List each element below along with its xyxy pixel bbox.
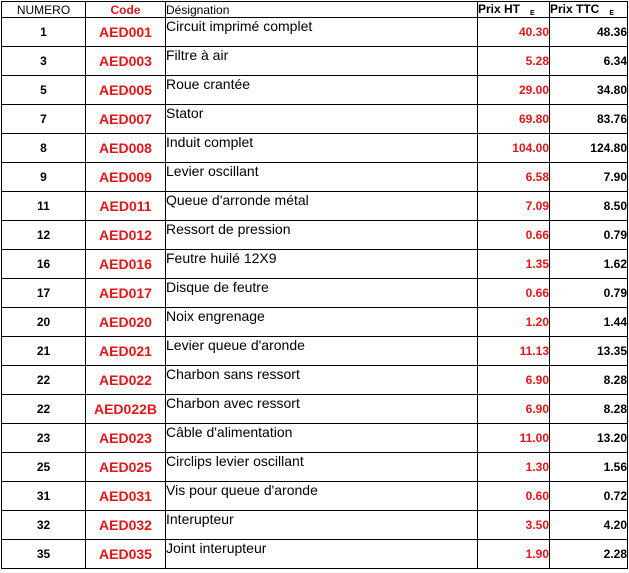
cell-numero: 8 (2, 134, 86, 163)
cell-designation: Charbon sans ressort (166, 366, 478, 395)
table-row (2, 540, 628, 569)
cell-code: AED008 (86, 134, 166, 163)
table-row (2, 134, 628, 163)
cell-code: AED021 (86, 337, 166, 366)
table-row (2, 47, 628, 76)
cell-numero: 9 (2, 163, 86, 192)
cell-code: AED016 (86, 250, 166, 279)
cell-prix-ht: 1.90 (478, 540, 550, 569)
cell-prix-ttc: 1.56 (550, 453, 628, 482)
table-row (2, 424, 628, 453)
cell-numero: 32 (2, 511, 86, 540)
table-row (2, 250, 628, 279)
cell-numero: 22 (2, 366, 86, 395)
cell-prix-ttc: 8.28 (550, 366, 628, 395)
cell-designation: Induit complet (166, 134, 478, 163)
cell-prix-ttc: 4.20 (550, 511, 628, 540)
cell-prix-ttc: 34.80 (550, 76, 628, 105)
cell-numero: 3 (2, 47, 86, 76)
cell-code: AED009 (86, 163, 166, 192)
cell-numero: 31 (2, 482, 86, 511)
cell-prix-ttc: 0.79 (550, 221, 628, 250)
header-row (2, 2, 628, 18)
cell-prix-ht: 6.90 (478, 395, 550, 424)
cell-prix-ht: 11.00 (478, 424, 550, 453)
cell-designation: Levier queue d'aronde (166, 337, 478, 366)
cell-designation: Stator (166, 105, 478, 134)
header-numero: NUMERO (2, 2, 86, 18)
cell-code: AED020 (86, 308, 166, 337)
table-row (2, 221, 628, 250)
cell-designation: Queue d'arronde métal (166, 192, 478, 221)
cell-prix-ttc: 0.79 (550, 279, 628, 308)
cell-designation: Circlips levier oscillant (166, 453, 478, 482)
table-row (2, 482, 628, 511)
cell-numero: 5 (2, 76, 86, 105)
table-row (2, 105, 628, 134)
cell-prix-ht: 6.90 (478, 366, 550, 395)
header-prix-ttc-unit: E (609, 10, 615, 17)
cell-prix-ttc: 8.28 (550, 395, 628, 424)
cell-designation: Vis pour queue d'aronde (166, 482, 478, 511)
cell-code: AED022B (86, 395, 166, 424)
cell-prix-ht: 69.80 (478, 105, 550, 134)
cell-numero: 23 (2, 424, 86, 453)
cell-numero: 20 (2, 308, 86, 337)
cell-numero: 12 (2, 221, 86, 250)
cell-designation: Roue crantée (166, 76, 478, 105)
table-row (2, 163, 628, 192)
cell-code: AED022 (86, 366, 166, 395)
parts-price-table (1, 1, 628, 569)
cell-prix-ht: 0.66 (478, 279, 550, 308)
cell-prix-ttc: 7.90 (550, 163, 628, 192)
cell-code: AED017 (86, 279, 166, 308)
cell-prix-ht: 3.50 (478, 511, 550, 540)
cell-prix-ttc: 13.35 (550, 337, 628, 366)
cell-prix-ht: 7.09 (478, 192, 550, 221)
cell-designation: Noix engrenage (166, 308, 478, 337)
cell-numero: 22 (2, 395, 86, 424)
cell-numero: 1 (2, 18, 86, 47)
cell-prix-ttc: 13.20 (550, 424, 628, 453)
table-row (2, 366, 628, 395)
table-row (2, 308, 628, 337)
cell-code: AED035 (86, 540, 166, 569)
cell-prix-ht: 104.00 (478, 134, 550, 163)
table-row (2, 279, 628, 308)
table-row (2, 511, 628, 540)
header-prix-ttc-label: Prix TTC (550, 2, 600, 16)
cell-prix-ttc: 6.34 (550, 47, 628, 76)
header-designation: Désignation (166, 2, 478, 18)
table-row (2, 76, 628, 105)
cell-prix-ttc: 1.62 (550, 250, 628, 279)
table-row (2, 337, 628, 366)
cell-prix-ttc: 83.76 (550, 105, 628, 134)
cell-prix-ht: 40.30 (478, 18, 550, 47)
cell-code: AED025 (86, 453, 166, 482)
cell-code: AED012 (86, 221, 166, 250)
cell-code: AED023 (86, 424, 166, 453)
table-body (2, 18, 628, 569)
cell-code: AED032 (86, 511, 166, 540)
cell-designation: Levier oscillant (166, 163, 478, 192)
cell-designation: Filtre à air (166, 47, 478, 76)
header-prix-ht-label: Prix HT (478, 2, 521, 16)
cell-code: AED001 (86, 18, 166, 47)
cell-prix-ht: 6.58 (478, 163, 550, 192)
cell-prix-ttc: 124.80 (550, 134, 628, 163)
cell-designation: Câble d'alimentation (166, 424, 478, 453)
cell-prix-ht: 0.60 (478, 482, 550, 511)
cell-prix-ht: 1.35 (478, 250, 550, 279)
cell-prix-ttc: 48.36 (550, 18, 628, 47)
cell-designation: Circuit imprimé complet (166, 18, 478, 47)
cell-numero: 7 (2, 105, 86, 134)
cell-numero: 21 (2, 337, 86, 366)
cell-designation: Joint interupteur (166, 540, 478, 569)
cell-code: AED003 (86, 47, 166, 76)
table-row (2, 453, 628, 482)
cell-prix-ht: 5.28 (478, 47, 550, 76)
cell-code: AED031 (86, 482, 166, 511)
cell-prix-ht: 0.66 (478, 221, 550, 250)
cell-prix-ttc: 8.50 (550, 192, 628, 221)
cell-numero: 17 (2, 279, 86, 308)
cell-designation: Interupteur (166, 511, 478, 540)
cell-prix-ht: 11.13 (478, 337, 550, 366)
cell-prix-ttc: 0.72 (550, 482, 628, 511)
cell-designation: Feutre huilé 12X9 (166, 250, 478, 279)
header-prix-ht-unit: E (530, 10, 535, 17)
cell-code: AED007 (86, 105, 166, 134)
cell-code: AED005 (86, 76, 166, 105)
table-row (2, 192, 628, 221)
cell-prix-ht: 29.00 (478, 76, 550, 105)
cell-numero: 16 (2, 250, 86, 279)
cell-designation: Charbon avec ressort (166, 395, 478, 424)
cell-code: AED011 (86, 192, 166, 221)
cell-prix-ht: 1.20 (478, 308, 550, 337)
cell-numero: 35 (2, 540, 86, 569)
cell-designation: Disque de feutre (166, 279, 478, 308)
cell-designation: Ressort de pression (166, 221, 478, 250)
header-code: Code (86, 2, 166, 18)
cell-numero: 25 (2, 453, 86, 482)
table-row (2, 395, 628, 424)
cell-prix-ttc: 1.44 (550, 308, 628, 337)
header-prix-ht (478, 2, 550, 18)
cell-numero: 11 (2, 192, 86, 221)
cell-prix-ht: 1.30 (478, 453, 550, 482)
table-row (2, 18, 628, 47)
cell-prix-ttc: 2.28 (550, 540, 628, 569)
header-prix-ttc (550, 2, 628, 18)
